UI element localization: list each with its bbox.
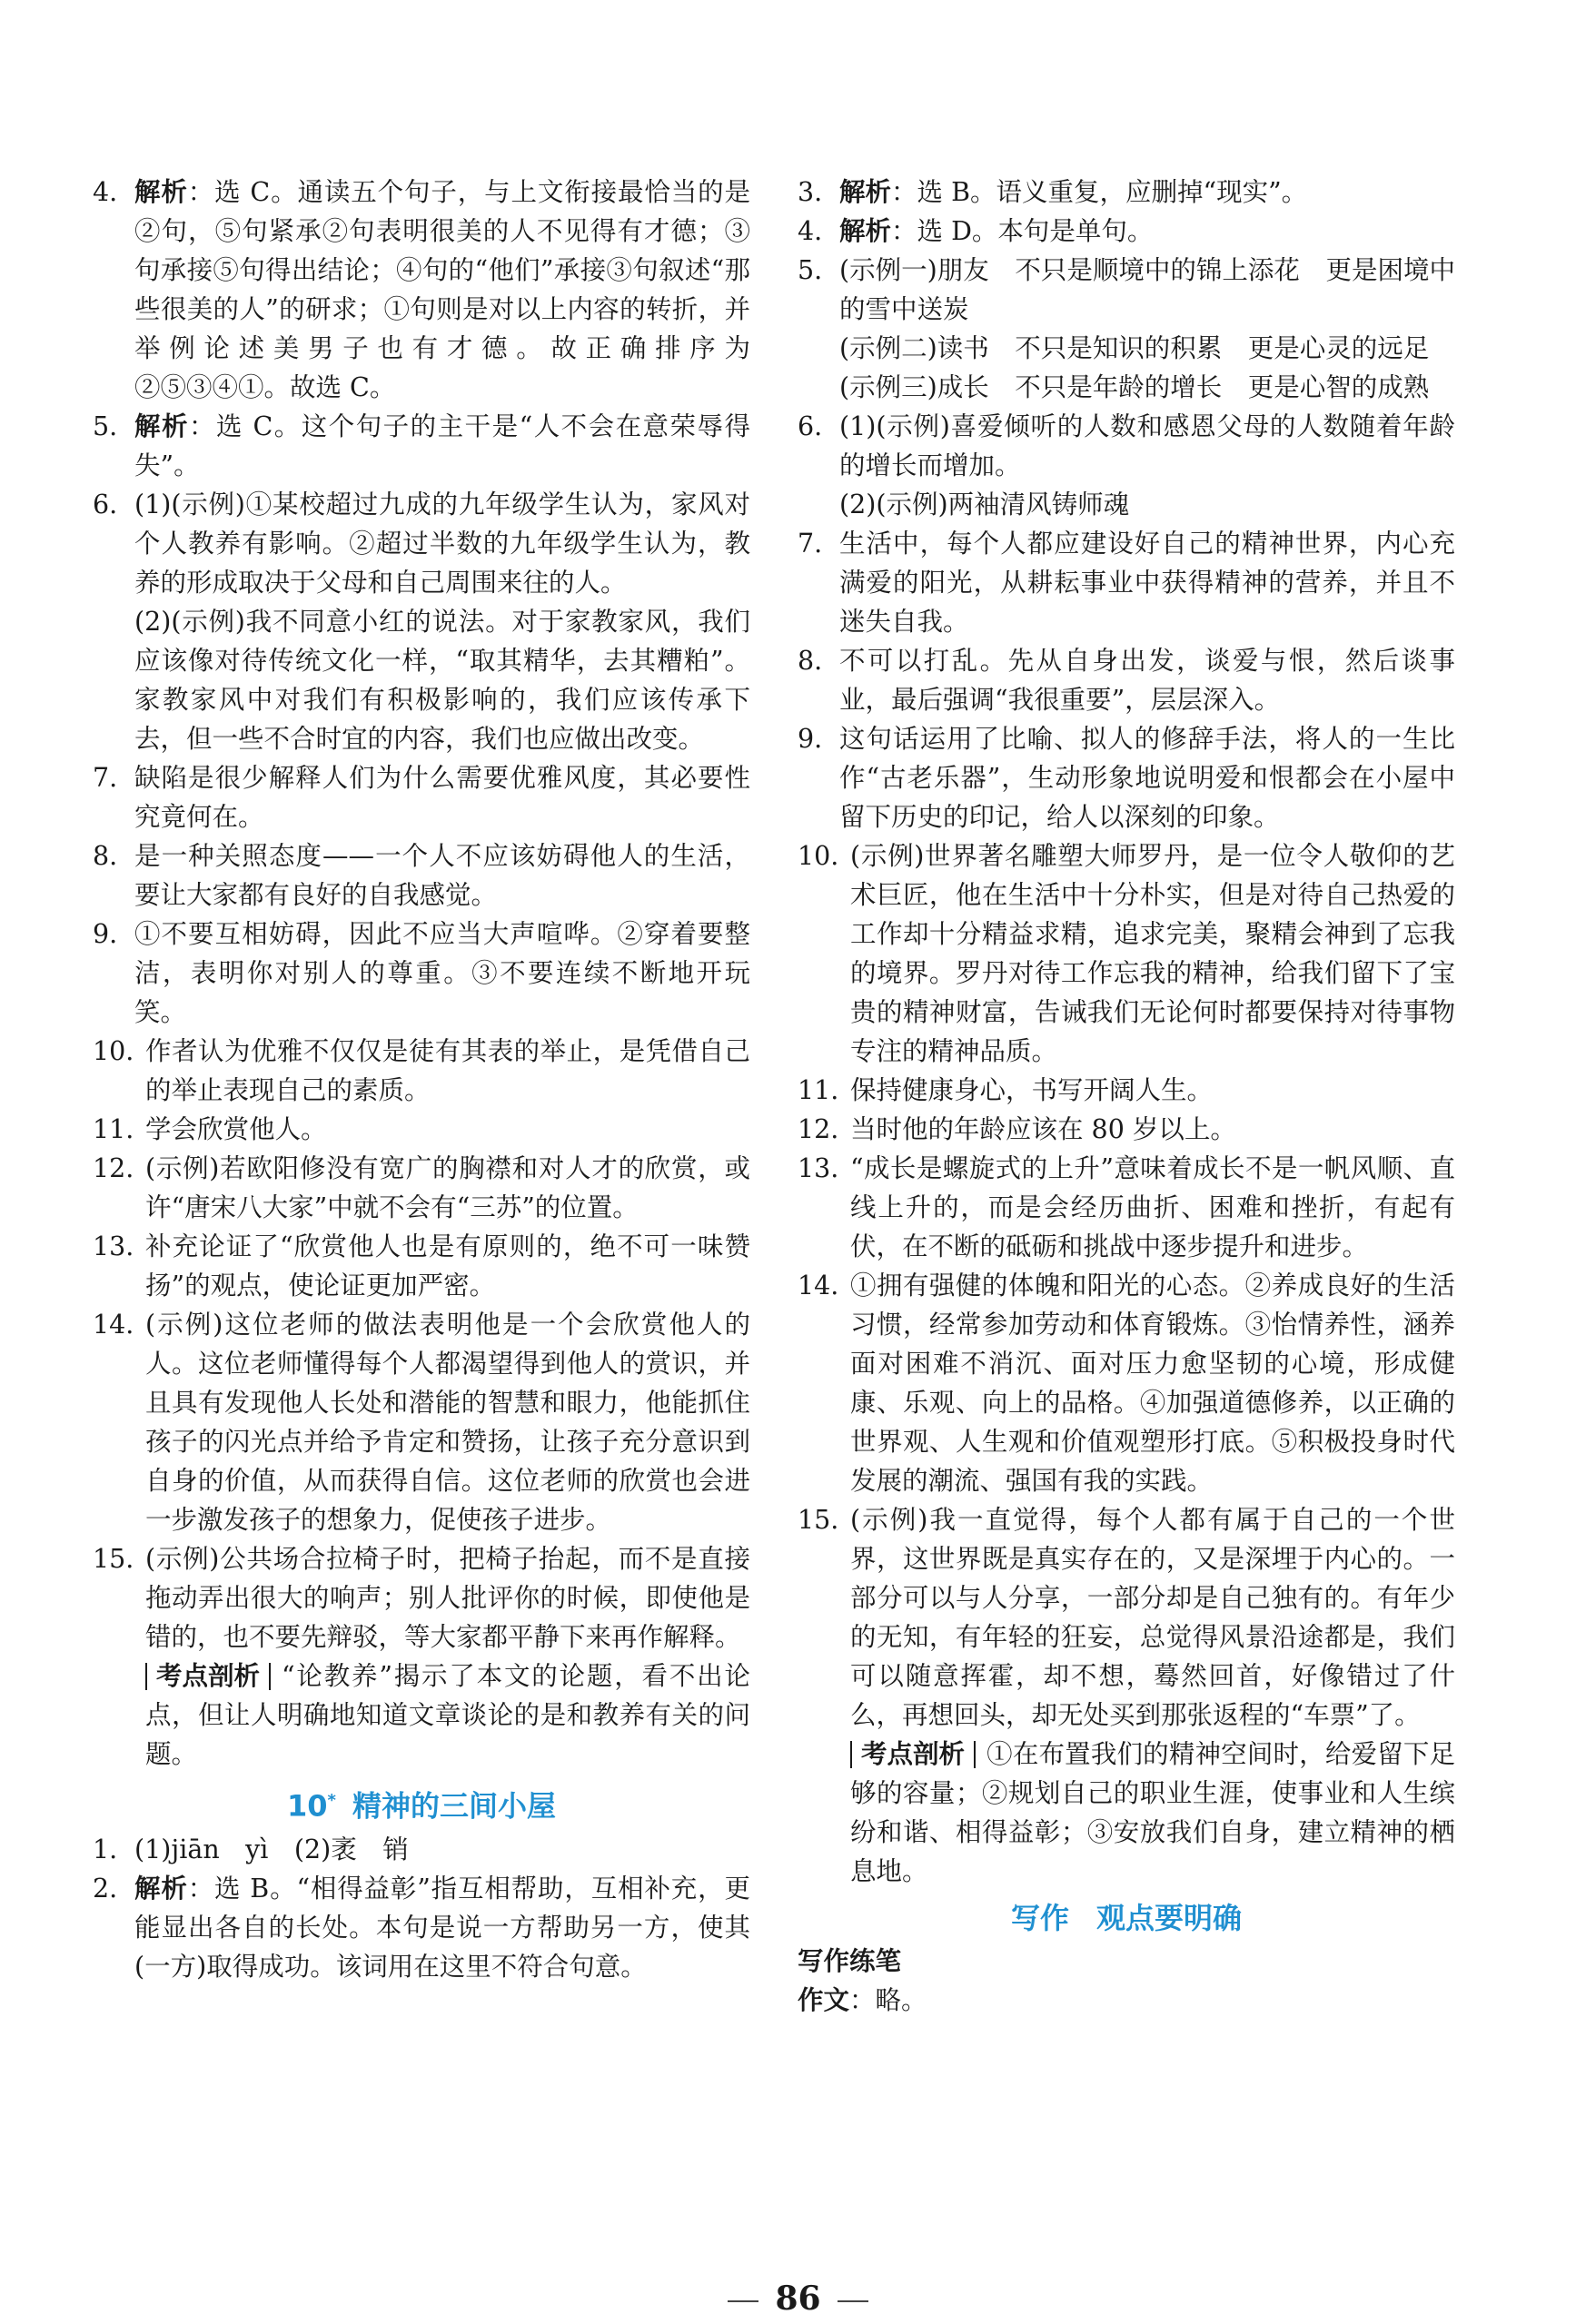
writing-heading: 写作练笔: [798, 1946, 902, 1976]
answer-item: 9. 这句话运用了比喻、拟人的修辞手法，将人的一生比作“古老乐器”，生动形象地说明爱和恨都会在小屋中留下历史的印记，给人以深刻的印象。: [798, 724, 1455, 832]
answer-item: 1. (1)jiān yì (2)袤 销: [93, 1834, 409, 1864]
answer-item: 4. 解析：选 D。本句是单句。: [798, 216, 1154, 246]
answer-item: 6. (1)(示例)喜爱倾听的人数和感恩父母的人数随着年龄的增长而增加。: [798, 411, 1455, 480]
answer-item: 2. 解析：选 B。“相得益彰”指互相帮助，互相补充，更能显出各自的长处。本句是说一方帮助另一方，使其(一方)取得成功。该词用在这里不符合句意。: [93, 1873, 750, 1982]
answer-item: 12. (示例)若欧阳修没有宽广的胸襟和对人才的欣赏，或许“唐宋八大家”中就不会有“三苏”的位置。: [93, 1153, 750, 1222]
answer-item: 11. 保持健康身心，书写开阔人生。: [798, 1075, 1214, 1105]
answer-item: (2)(示例)两袖清风铸师魂: [839, 490, 1130, 519]
kaodian-analysis: 考点剖析 ①在布置我们的精神空间时，给爱留下足够的容量；②规划自己的职业生涯，使事业和人生缤纷和谐、相得益彰；③安放我们自身，建立精神的栖息地。: [850, 1739, 1455, 1886]
answer-item: 7. 缺陷是很少解释人们为什么需要优雅风度，其必要性究竟何在。: [93, 763, 750, 832]
answer-item: 5. (示例一)朋友 不只是顺境中的锦上添花 更是困境中的雪中送炭: [798, 255, 1455, 324]
section-title: 10* 精神的三间小屋: [287, 1788, 556, 1824]
writing-answer: 作文：略。: [798, 1985, 927, 2015]
kaodian-label: 考点剖析: [145, 1663, 271, 1690]
page-number: 86: [0, 2279, 1596, 2318]
answer-item: 8. 是一种关照态度——一个人不应该妨碍他人的生活，要让大家都有良好的自我感觉。: [93, 841, 750, 910]
answer-item: 15. (示例)公共场合拉椅子时，把椅子抬起，而不是直接拖动弄出很大的响声；别人批评你的时候，即使他是错的，也不要先辩驳，等大家都平静下来再作解释。: [93, 1544, 750, 1652]
answer-item: 14. ①拥有强健的体魄和阳光的心态。②养成良好的生活习惯，经常参加劳动和体育锻炼。③怡情养性，涵养面对困难不消沉、面对压力愈坚韧的心境，形成健康、乐观、向上的品格。④加强道德修养，以正确的世界观、人生观和价值观塑形打底。⑤积极投身时代发展的潮流、强国有我的实践。: [798, 1271, 1455, 1496]
answer-item: 15. (示例)我一直觉得，每个人都有属于自己的一个世界，这世界既是真实存在的，又是深埋于内心的。一部分可以与人分享，一部分却是自己独有的。有年少的无知，有年轻的狂妄，总觉得风景沿途都是，我们可以随意挥霍，却不想，蓦然回首，好像错过了什么，再想回头，却无处买到那张返程的“车票”了。: [798, 1505, 1455, 1730]
answer-item: (2)(示例)我不同意小红的说法。对于家教家风，我们应该像对待传统文化一样，“取其精华，去其糟粕”。家教家风中对我们有积极影响的，我们应该传承下去，但一些不合时宜的内容，我们也应做出改变。: [134, 607, 750, 754]
section-title: 写作 观点要明确: [1010, 1901, 1243, 1935]
answer-item: 13. “成长是螺旋式的上升”意味着成长不是一帆风顺、直线上升的，而是会经历曲折、困难和挫折，有起有伏，在不断的砥砺和挑战中逐步提升和进步。: [798, 1153, 1455, 1261]
answer-item: 7. 生活中，每个人都应建设好自己的精神世界，内心充满爱的阳光，从耕耘事业中获得精神的营养，并且不迷失自我。: [798, 529, 1455, 637]
answer-item: 8. 不可以打乱。先从自身出发，谈爱与恨，然后谈事业，最后强调“我很重要”，层层深入。: [798, 646, 1455, 715]
answer-item: 14. (示例)这位老师的做法表明他是一个会欣赏他人的人。这位老师懂得每个人都渴望得到他人的赏识，并且具有发现他人长处和潜能的智慧和眼力，他能抓住孩子的闪光点并给予肯定和赞扬，让孩子充分意识到自身的价值，从而获得自信。这位老师的欣赏也会进一步激发孩子的想象力，促使孩子进步。: [93, 1310, 750, 1535]
answer-item: (示例二)读书 不只是知识的积累 更是心灵的远足: [839, 333, 1430, 363]
kaodian-label: 考点剖析: [850, 1741, 976, 1768]
left-column: [93, 173, 750, 1986]
answer-item: 11. 学会欣赏他人。: [93, 1114, 327, 1144]
answer-item: 4. 解析：选 C。通读五个句子，与上文衔接最恰当的是②句，⑤句紧承②句表明很美的人不见得有才德；③句承接⑤句得出结论；④句的“他们”承接③句叙述“那些很美的人”的研求；①句则是对以上内容的转折，并举例论述美男子也有才德。故正确排序为②⑤③④①。故选 C。: [93, 177, 750, 402]
answer-item: 5. 解析：选 C。这个句子的主干是“人不会在意荣辱得失”。: [93, 411, 750, 480]
answer-item: 3. 解析：选 B。语义重复，应删掉“现实”。: [798, 177, 1308, 207]
right-column: [798, 173, 1455, 2020]
answer-item: 9. ①不要互相妨碍，因此不应当大声喧哗。②穿着要整洁，表明你对别人的尊重。③不要连续不断地开玩笑。: [93, 919, 750, 1027]
answer-item: 10. (示例)世界著名雕塑大师罗丹，是一位令人敬仰的艺术巨匠，他在生活中十分朴实，但是对待自己热爱的工作却十分精益求精，追求完美，聚精会神到了忘我的境界。罗丹对待工作忘我的精神，给我们留下了宝贵的精神财富，告诫我们无论何时都要保持对待事物专注的精神品质。: [798, 841, 1455, 1066]
answer-item: (示例三)成长 不只是年龄的增长 更是心智的成熟: [839, 372, 1430, 402]
kaodian-analysis: 考点剖析 “论教养”揭示了本文的论题，看不出论点，但让人明确地知道文章谈论的是和教养有关的问题。: [145, 1661, 750, 1769]
answer-item: 12. 当时他的年龄应该在 80 岁以上。: [798, 1114, 1236, 1144]
answer-item: 13. 补充论证了“欣赏他人也是有原则的，绝不可一味赞扬”的观点，使论证更加严密。: [93, 1231, 750, 1300]
answer-item: 6. (1)(示例)①某校超过九成的九年级学生认为，家风对个人教养有影响。②超过半数的九年级学生认为，教养的形成取决于父母和自己周围来往的人。: [93, 490, 750, 598]
answer-item: 10. 作者认为优雅不仅仅是徒有其表的举止，是凭借自己的举止表现自己的素质。: [93, 1036, 750, 1105]
